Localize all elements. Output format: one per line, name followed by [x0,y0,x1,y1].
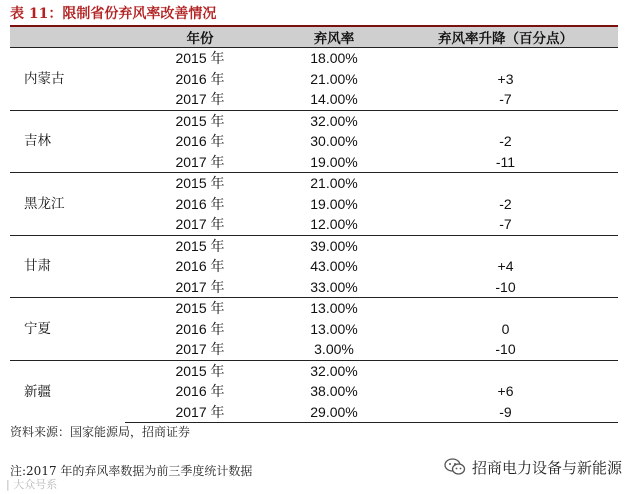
rate-cell: 32.00% [275,360,393,381]
rate-cell: 14.00% [310,91,358,108]
table-row [10,110,618,131]
province-cell: 宁夏 [10,298,125,361]
rate-cell: 21.00% [310,70,358,87]
rate-cell: 39.00% [275,235,393,256]
table-row [10,173,618,194]
rate-cell: 33.00% [310,278,358,295]
rate-cell: 18.00% [275,48,393,69]
table-body [10,48,618,423]
year-cell: 2015 年 [125,360,275,381]
header-province [10,27,125,48]
rate-cell: 30.00% [310,133,358,150]
change-cell: -2 [499,195,512,212]
change-cell [393,360,618,381]
year-cell: 2015 年 [125,110,275,131]
change-cell: +3 [497,70,514,87]
year-cell: 2015 年 [125,235,275,256]
curtailment-table [10,27,618,423]
rate-cell: 19.00% [310,195,358,212]
change-cell: -10 [495,341,516,358]
change-cell: +4 [497,258,514,275]
year-cell: 2017 年 [175,91,225,108]
table-row [10,48,618,69]
rate-cell: 12.00% [310,216,358,233]
year-cell: 2017 年 [175,278,225,295]
rate-cell: 3.00% [314,341,354,358]
change-cell: -9 [393,402,618,423]
change-cell: +6 [497,383,514,400]
rate-cell: 21.00% [275,173,393,194]
header-rate: 弃风率 [275,27,393,48]
year-cell: 2016 年 [175,383,225,400]
province-cell: 甘肃 [10,235,125,298]
change-cell [393,110,618,131]
change-cell [393,298,618,319]
change-cell [393,235,618,256]
change-cell: -10 [495,278,516,295]
rate-cell: 43.00% [310,258,358,275]
year-cell: 2016 年 [175,320,225,337]
table-title: 表 11：限制省份弃风率改善情况 [10,6,217,22]
year-cell: 2017 年 [175,216,225,233]
rate-cell: 29.00% [275,402,393,423]
header-change: 弃风率升降（百分点） [393,27,618,48]
brand-badge [444,455,622,479]
change-cell: -2 [499,133,512,150]
change-cell: -7 [499,216,512,233]
table-row [10,298,618,319]
change-cell [393,48,618,69]
header-year: 年份 [125,27,275,48]
province-cell: 内蒙古 [10,48,125,111]
rate-cell: 19.00% [310,153,358,170]
year-cell: 2015 年 [125,48,275,69]
rate-cell: 38.00% [310,383,358,400]
change-cell: -11 [495,153,516,170]
table-row [10,360,618,381]
change-cell: 0 [501,320,510,337]
change-cell [393,173,618,194]
province-cell: 吉林 [10,110,125,173]
footnote: 注:2017 年的弃风率数据为前三季度统计数据 [10,464,253,478]
watermark: | 大众号系 [6,478,58,491]
year-cell: 2017 年 [125,402,275,423]
year-cell: 2015 年 [125,173,275,194]
source-note: 资料来源：国家能源局，招商证券 [10,425,191,439]
year-cell: 2016 年 [175,195,225,212]
table-row [10,235,618,256]
wechat-icon [444,458,466,476]
province-cell: 黑龙江 [10,173,125,236]
year-cell: 2017 年 [175,153,225,170]
year-cell: 2016 年 [175,133,225,150]
year-cell: 2015 年 [125,298,275,319]
brand-name: 招商电力设备与新能源 [471,458,622,477]
year-cell: 2016 年 [175,70,225,87]
rate-cell: 13.00% [275,298,393,319]
change-cell: -7 [499,91,512,108]
year-cell: 2016 年 [175,258,225,275]
province-cell: 新疆 [10,360,125,423]
year-cell: 2017 年 [175,341,225,358]
rate-cell: 32.00% [275,110,393,131]
rate-cell: 13.00% [310,320,358,337]
table-header-row [10,27,618,48]
